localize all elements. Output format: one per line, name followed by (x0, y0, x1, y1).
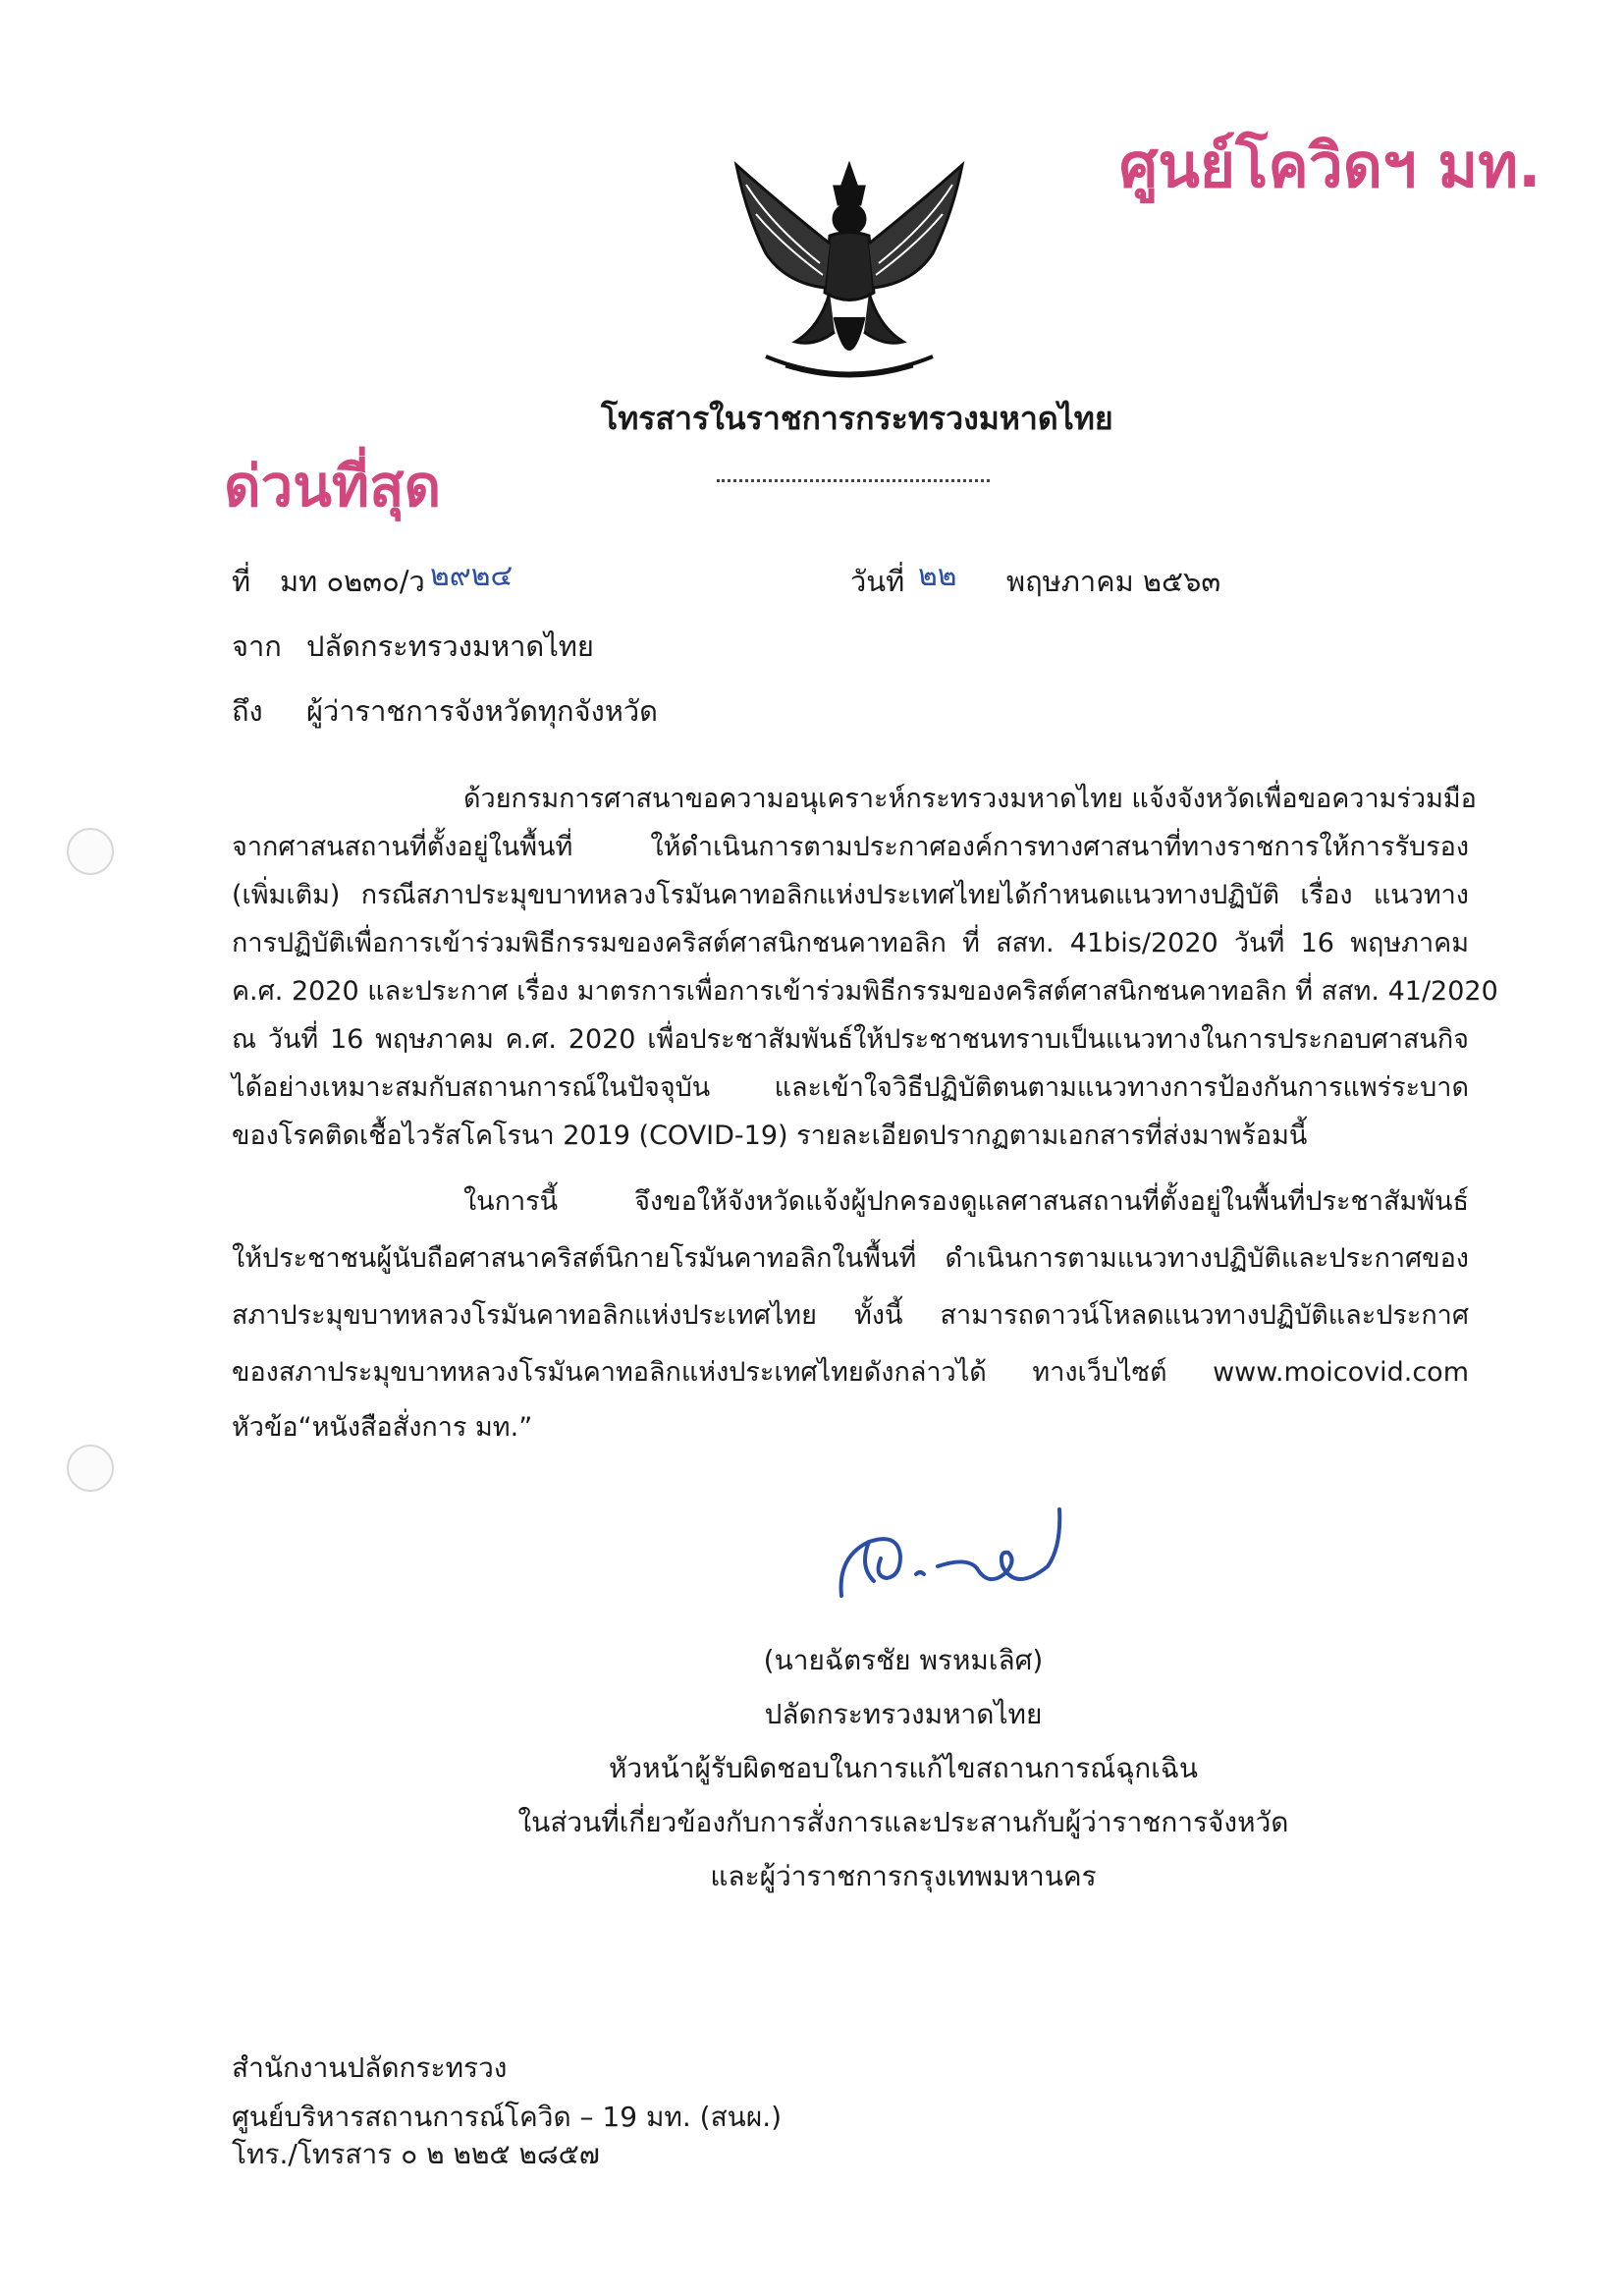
ref-label: ที่ (232, 565, 251, 598)
urgency-stamp: ด่วนที่สุด (224, 453, 442, 519)
signatory-role-line: ในส่วนที่เกี่ยวข้องกับการสั่งการและประสานกับผู้ว่าราชการจังหวัด (517, 1806, 1289, 1838)
paragraph-line: ของสภาประมุขบาทหลวงโรมันคาทอลิกแห่งประเทศไทยดังกล่าวได้ ทางเว็บไซต์ www.moicovid.com (232, 1357, 1469, 1388)
to-value: ผู้ว่าราชการจังหวัดทุกจังหวัด (306, 694, 658, 728)
paragraph-line: ณ วันที่ 16 พฤษภาคม ค.ศ. 2020 เพื่อประชาสัมพันธ์ให้ประชาชนทราบเป็นแนวทางในการประกอบศาสนกิจ (232, 1024, 1469, 1055)
footer-center: ศูนย์บริหารสถานการณ์โควิด – 19 มท. (สนผ.) (232, 2101, 783, 2133)
footer-office: สำนักงานปลัดกระทรวง (232, 2051, 508, 2084)
paragraph-line: (เพิ่มเติม) กรณีสภาประมุขบาทหลวงโรมันคาทอลิกแห่งประเทศไทยได้กำหนดแนวทางปฏิบัติ เรื่อง แนวทาง (232, 880, 1469, 910)
title-underline (717, 479, 990, 482)
document-title: โทรสารในราชการกระทรวงมหาดไทย (601, 400, 1113, 437)
footer-contact: โทร./โทรสาร ๐ ๒ ๒๒๕ ๒๘๕๗ (232, 2138, 600, 2170)
punch-hole (67, 1445, 114, 1492)
from-label: จาก (232, 629, 282, 663)
punch-hole (67, 828, 114, 875)
from-value: ปลัดกระทรวงมหาดไทย (306, 629, 594, 663)
date-day-handwritten: ๒๒ (918, 559, 957, 593)
date-label: วันที่ (850, 565, 905, 598)
covid-center-stamp: ศูนย์โควิดฯ มท. (1119, 130, 1542, 201)
signatory-position: ปลัดกระทรวงมหาดไทย (764, 1698, 1043, 1730)
paragraph-line: ในการนี้ จึงขอให้จังหวัดแจ้งผู้ปกครองดูแลศาสนสถานที่ตั้งอยู่ในพื้นที่ประชาสัมพันธ์ (463, 1186, 1469, 1217)
paragraph-line: ของโรคติดเชื้อไวรัสโคโรนา 2019 (COVID-19) รายละเอียดปรากฏตามเอกสารที่ส่งมาพร้อมนี้ (232, 1121, 1308, 1151)
paragraph-line: การปฏิบัติเพื่อการเข้าร่วมพิธีกรรมของคริสต์ศาสนิกชนคาทอลิก ที่ สสท. 41bis/2020 วันที่ 16 พฤษภาคม (232, 928, 1469, 958)
paragraph-line: ได้อย่างเหมาะสมกับสถานการณ์ในปัจจุบัน และเข้าใจวิธีปฏิบัติตนตามแนวทางการป้องกันการแพร่ระบาด (232, 1072, 1469, 1103)
paragraph-line: หัวข้อ“หนังสือสั่งการ มท.” (232, 1412, 533, 1443)
ref-handwritten-number: ๒๙๒๔ (430, 559, 514, 593)
garuda-emblem-icon (727, 145, 972, 391)
paragraph-line: จากศาสนสถานที่ตั้งอยู่ในพื้นที่ ให้ดำเนินการตามประกาศองค์การทางศาสนาที่ทางราชการให้การรับรอง (232, 832, 1469, 862)
date-month-year: พฤษภาคม ๒๕๖๓ (1006, 565, 1221, 598)
signatory-name: (นายฉัตรชัย พรหมเลิศ) (763, 1644, 1044, 1676)
signatory-role-line: หัวหน้าผู้รับผิดชอบในการแก้ไขสถานการณ์ฉุกเฉิน (608, 1752, 1199, 1784)
signatory-role-line: และผู้ว่าราชการกรุงเทพมหานคร (710, 1860, 1097, 1892)
paragraph-line: ด้วยกรมการศาสนาขอความอนุเคราะห์กระทรวงมหาดไทย แจ้งจังหวัดเพื่อขอความร่วมมือ (463, 784, 1477, 814)
to-label: ถึง (232, 694, 263, 728)
signature-mark (830, 1498, 1085, 1606)
ref-number: มท ๐๒๓๐/ว (280, 565, 425, 598)
paragraph-line: ค.ศ. 2020 และประกาศ เรื่อง มาตรการเพื่อการเข้าร่วมพิธีกรรมของคริสต์ศาสนิกชนคาทอลิก ที่ สสท. 41/2020 (232, 976, 1498, 1007)
paragraph-line: สภาประมุขบาทหลวงโรมันคาทอลิกแห่งประเทศไทย ทั้งนี้ สามารถดาวน์โหลดแนวทางปฏิบัติและประกาศ (232, 1300, 1469, 1331)
paragraph-line: ให้ประชาชนผู้นับถือศาสนาคริสต์นิกายโรมันคาทอลิกในพื้นที่ ดำเนินการตามแนวทางปฏิบัติและประกาศของ (232, 1243, 1469, 1274)
